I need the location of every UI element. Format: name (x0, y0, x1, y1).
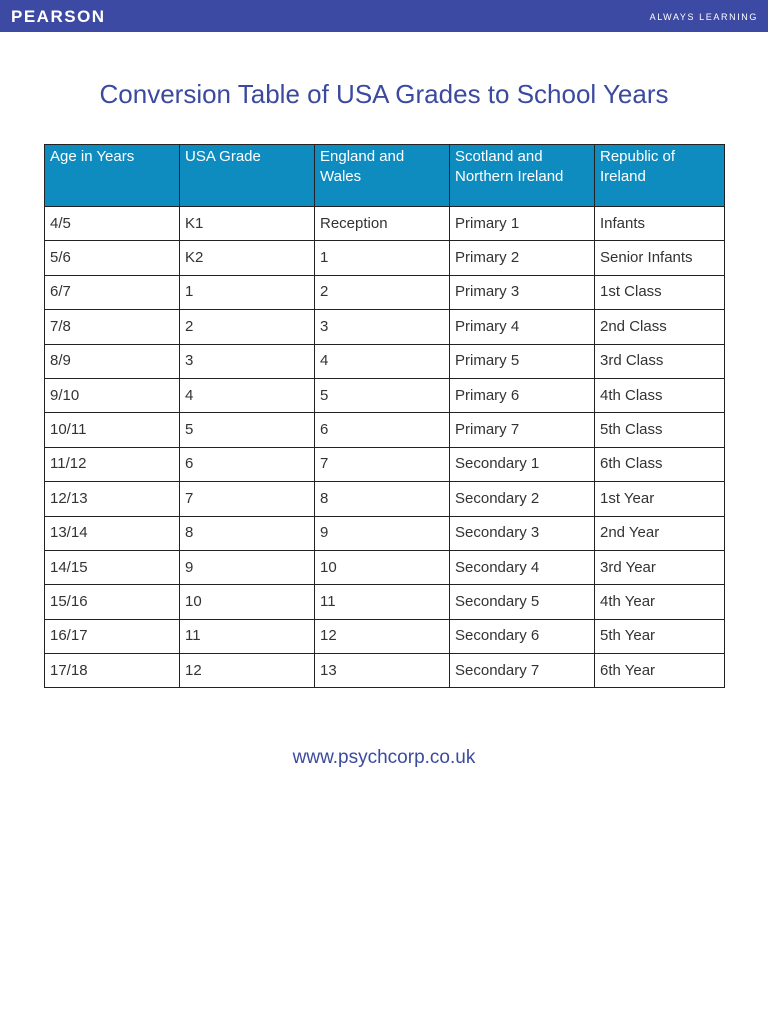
table-row (45, 447, 725, 481)
cell-usa-grade: 10 (180, 585, 315, 619)
cell-usa-grade: 6 (180, 447, 315, 481)
cell-scotland-ni: Primary 2 (450, 241, 595, 275)
cell-scotland-ni: Secondary 4 (450, 550, 595, 584)
cell-scotland-ni: Primary 7 (450, 413, 595, 447)
cell-age: 10/11 (45, 413, 180, 447)
table-row (45, 654, 725, 688)
cell-ireland: 3rd Year (595, 550, 725, 584)
column-header-usa-grade: USA Grade (180, 145, 315, 207)
cell-usa-grade: 1 (180, 275, 315, 309)
cell-england-wales: 9 (315, 516, 450, 550)
cell-ireland: 2nd Year (595, 516, 725, 550)
cell-ireland: 5th Year (595, 619, 725, 653)
cell-england-wales: 3 (315, 310, 450, 344)
cell-age: 13/14 (45, 516, 180, 550)
cell-age: 16/17 (45, 619, 180, 653)
table-row (45, 378, 725, 412)
cell-usa-grade: 11 (180, 619, 315, 653)
cell-ireland: 3rd Class (595, 344, 725, 378)
cell-age: 9/10 (45, 378, 180, 412)
cell-scotland-ni: Primary 5 (450, 344, 595, 378)
page-title: Conversion Table of USA Grades to School Years (99, 79, 669, 109)
cell-england-wales: 7 (315, 447, 450, 481)
cell-usa-grade: 7 (180, 482, 315, 516)
column-header-ireland: Republic of Ireland (595, 145, 725, 207)
conversion-table (44, 144, 725, 688)
cell-ireland: 6th Year (595, 654, 725, 688)
cell-usa-grade: 9 (180, 550, 315, 584)
cell-scotland-ni: Secondary 1 (450, 447, 595, 481)
cell-age: 8/9 (45, 344, 180, 378)
table-row (45, 413, 725, 447)
table-header-row (45, 145, 725, 207)
table-row (45, 241, 725, 275)
cell-age: 11/12 (45, 447, 180, 481)
table-row (45, 344, 725, 378)
cell-england-wales: 2 (315, 275, 450, 309)
cell-ireland: 5th Class (595, 413, 725, 447)
cell-england-wales: Reception (315, 207, 450, 241)
cell-usa-grade: K2 (180, 241, 315, 275)
cell-usa-grade: 5 (180, 413, 315, 447)
cell-age: 5/6 (45, 241, 180, 275)
table-row (45, 482, 725, 516)
cell-usa-grade: 8 (180, 516, 315, 550)
cell-usa-grade: 12 (180, 654, 315, 688)
cell-age: 7/8 (45, 310, 180, 344)
cell-ireland: 2nd Class (595, 310, 725, 344)
table-row (45, 275, 725, 309)
cell-ireland: 4th Class (595, 378, 725, 412)
cell-age: 6/7 (45, 275, 180, 309)
table-row (45, 516, 725, 550)
cell-ireland: Infants (595, 207, 725, 241)
cell-england-wales: 13 (315, 654, 450, 688)
cell-scotland-ni: Primary 1 (450, 207, 595, 241)
cell-england-wales: 1 (315, 241, 450, 275)
cell-england-wales: 4 (315, 344, 450, 378)
table-row (45, 207, 725, 241)
cell-ireland: 1st Class (595, 275, 725, 309)
cell-scotland-ni: Secondary 5 (450, 585, 595, 619)
tagline: ALWAYS LEARNING (649, 12, 758, 22)
cell-age: 4/5 (45, 207, 180, 241)
cell-scotland-ni: Primary 6 (450, 378, 595, 412)
cell-england-wales: 10 (315, 550, 450, 584)
table-body (45, 207, 725, 688)
cell-usa-grade: K1 (180, 207, 315, 241)
cell-usa-grade: 3 (180, 344, 315, 378)
cell-england-wales: 5 (315, 378, 450, 412)
cell-scotland-ni: Secondary 2 (450, 482, 595, 516)
cell-england-wales: 8 (315, 482, 450, 516)
website-link[interactable]: www.psychcorp.co.uk (292, 747, 476, 768)
cell-age: 15/16 (45, 585, 180, 619)
cell-ireland: Senior Infants (595, 241, 725, 275)
cell-england-wales: 6 (315, 413, 450, 447)
cell-ireland: 4th Year (595, 585, 725, 619)
cell-age: 14/15 (45, 550, 180, 584)
cell-scotland-ni: Primary 3 (450, 275, 595, 309)
cell-ireland: 1st Year (595, 482, 725, 516)
cell-england-wales: 12 (315, 619, 450, 653)
column-header-england-wales: England and Wales (315, 145, 450, 207)
cell-scotland-ni: Secondary 7 (450, 654, 595, 688)
table-row (45, 550, 725, 584)
brand-logo: PEARSON (11, 7, 106, 26)
cell-age: 17/18 (45, 654, 180, 688)
column-header-scotland-ni: Scotland and Northern Ireland (450, 145, 595, 207)
cell-usa-grade: 4 (180, 378, 315, 412)
table-row (45, 585, 725, 619)
table-row (45, 619, 725, 653)
cell-england-wales: 11 (315, 585, 450, 619)
header-bar (0, 0, 768, 32)
column-header-age: Age in Years (45, 145, 180, 207)
cell-scotland-ni: Secondary 3 (450, 516, 595, 550)
cell-ireland: 6th Class (595, 447, 725, 481)
cell-scotland-ni: Primary 4 (450, 310, 595, 344)
table-row (45, 310, 725, 344)
cell-age: 12/13 (45, 482, 180, 516)
cell-usa-grade: 2 (180, 310, 315, 344)
cell-scotland-ni: Secondary 6 (450, 619, 595, 653)
